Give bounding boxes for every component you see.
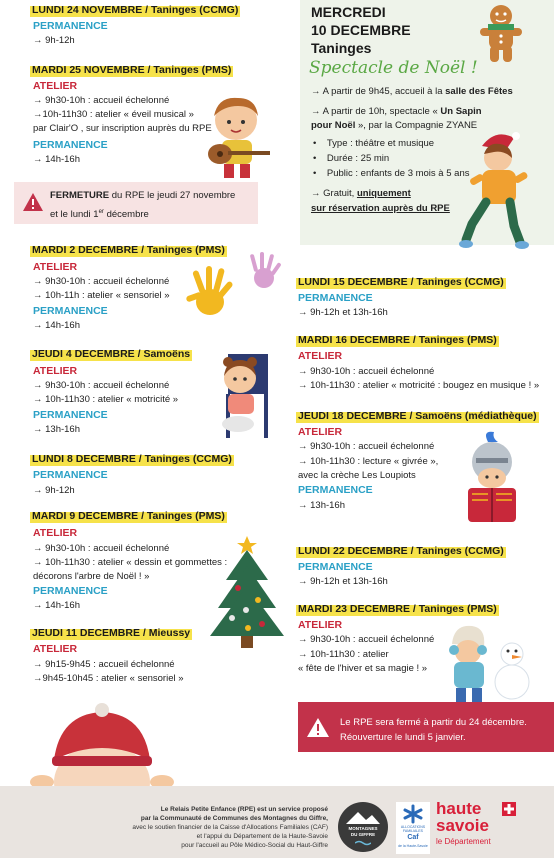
child-chair-illustration	[208, 348, 278, 440]
atelier-label: ATELIER	[33, 261, 78, 273]
event-date: JEUDI 18 DECEMBRE / Samoëns (médiathèque)	[298, 410, 537, 422]
caf-text-2: FAMILIALES	[402, 829, 424, 833]
schedule-line: → 9h-12h	[33, 485, 75, 496]
caf-text-1: ALLOCATIONS	[400, 825, 426, 829]
closed-notice-line1: Le RPE sera fermé à partir du 24 décembre.	[340, 717, 527, 728]
event-place: Taninges	[311, 40, 372, 56]
event-bullet-text: Durée : 25 min	[326, 153, 390, 164]
event-bullet: • Type : théâtre et musique	[313, 138, 435, 149]
atelier-label: ATELIER	[298, 350, 343, 362]
footer-line: Le Relais Petite Enfance (RPE) est un service proposé	[160, 806, 328, 813]
atelier-label: ATELIER	[33, 643, 78, 655]
event-line1-bold: salle des Fêtes	[445, 86, 513, 97]
schedule-line: par Clair'O , sur inscription auprès du RPE	[33, 123, 212, 134]
event-date: LUNDI 22 DECEMBRE / Taninges (CCMG)	[298, 545, 504, 557]
caf-snowflake-icon	[401, 804, 425, 824]
event-line	[311, 120, 477, 132]
schedule-line: → 9h-12h et 13h-16h	[298, 576, 388, 587]
ccmg-text-1: MONTAGNES	[348, 826, 378, 831]
caf-logo	[396, 802, 430, 854]
event-date: MARDI 16 DECEMBRE / Taninges (PMS)	[298, 334, 497, 346]
schedule-line: → 9h30-10h : accueil échelonné	[33, 95, 170, 106]
footer-line: avec le soutien financier de la Caisse d'Allocations Familiales (CAF)	[132, 824, 328, 831]
gingerbread-illustration	[478, 2, 524, 66]
event-bullet: • Durée : 25 min	[313, 153, 390, 164]
mountain-icon	[346, 810, 380, 824]
child-guitar-illustration	[198, 92, 274, 184]
schedule-line: → 14h-16h	[33, 600, 81, 611]
event-free-line2	[311, 203, 450, 215]
permanence-label: PERMANENCE	[33, 139, 108, 151]
haute-savoie-logo	[436, 800, 524, 858]
closure-bold: FERMETURE	[50, 190, 110, 201]
schedule-line: → 13h-16h	[33, 424, 81, 435]
wave-icon	[355, 840, 371, 846]
schedule-line: décorons l'arbre de Noël ! »	[33, 571, 150, 582]
event-line3-bold: pour Noël	[311, 120, 356, 131]
closure-line2-pre: et le lundi 1	[50, 209, 99, 221]
event-reservation-text: sur réservation auprès du RPE	[311, 203, 450, 214]
schedule-line: →9h45-10h45 : atelier « sensoriel »	[33, 673, 184, 684]
permanence-label: PERMANENCE	[33, 585, 108, 597]
event-title: Spectacle de Noël !	[309, 58, 478, 78]
event-date: LUNDI 15 DECEMBRE / Taninges (CCMG)	[298, 276, 504, 288]
hs-cross-icon	[502, 802, 516, 816]
schedule-line: → 10h-11h30 : lecture « givrée »,	[298, 456, 439, 467]
schedule-line: → 10h-11h30 : atelier « motricité »	[33, 394, 179, 405]
permanence-label: PERMANENCE	[298, 561, 373, 573]
ccmg-logo	[338, 802, 388, 852]
schedule-line: → 9h30-10h : accueil échelonné	[33, 380, 170, 391]
atelier-label: ATELIER	[298, 619, 343, 631]
schedule-line: → 9h-12h	[33, 35, 75, 46]
permanence-label: PERMANENCE	[33, 469, 108, 481]
peeking-child-illustration	[30, 700, 174, 788]
event-free-underline: uniquement	[356, 188, 411, 199]
event-date: 10 DECEMBRE	[311, 22, 411, 38]
caf-sub: de la Haute-Savoie	[398, 844, 428, 848]
warning-icon	[306, 717, 330, 738]
schedule-line: → 9h-12h et 13h-16h	[298, 307, 388, 318]
hs-text-1: haute	[436, 799, 482, 818]
hs-text-2: savoie	[436, 816, 489, 835]
closure-notice-line2	[50, 206, 149, 221]
schedule-line: → 9h30-10h : accueil échelonné	[33, 543, 170, 554]
event-bullet-text: Public : enfants de 3 mois à 5 ans	[326, 168, 470, 179]
schedule-line: → 14h-16h	[33, 154, 81, 165]
closure-rest: du RPE le jeudi 27 novembre	[109, 190, 236, 201]
atelier-label: ATELIER	[33, 365, 78, 377]
closure-notice-line1	[50, 190, 235, 202]
schedule-line: « fête de l'hiver et sa magie ! »	[298, 663, 428, 674]
hs-text-3: le Département	[436, 837, 491, 846]
event-date: MARDI 23 DECEMBRE / Taninges (PMS)	[298, 603, 497, 615]
schedule-line: → 10h-11h30 : atelier	[298, 649, 389, 660]
caf-name: Caf	[407, 834, 419, 841]
event-bullet: • Public : enfants de 3 mois à 5 ans	[313, 168, 470, 179]
closure-line2-sup: er	[98, 209, 104, 215]
atelier-label: ATELIER	[33, 80, 78, 92]
schedule-line: → 10h-11h30 : atelier « motricité : bougez en musique ! »	[298, 380, 540, 391]
footer-line: et l'appui du Département de la Haute-Savoie	[196, 833, 328, 840]
footer-line: pour l'accueil au Pôle Médico-Social du Haut-Giffre	[181, 842, 328, 849]
schedule-line: → 9h30-10h : accueil échelonné	[298, 366, 435, 377]
event-line3-post: », par la Compagnie ZYANE	[355, 120, 478, 131]
schedule-line: →10h-11h30 : atelier « éveil musical »	[33, 109, 194, 120]
footer-line: par la Communauté de Communes des Montagnes du Giffre,	[140, 815, 328, 822]
atelier-label: ATELIER	[33, 527, 78, 539]
event-line1-pre: → A partir de 9h45, accueil à la	[311, 86, 446, 97]
permanence-label: PERMANENCE	[298, 484, 373, 496]
schedule-line: → 9h30-10h : accueil échelonné	[298, 634, 435, 645]
event-line	[311, 86, 513, 98]
permanence-label: PERMANENCE	[298, 292, 373, 304]
child-snowman-illustration	[440, 620, 534, 706]
event-line	[311, 106, 482, 118]
atelier-label: ATELIER	[298, 426, 343, 438]
closure-line2-post: décembre	[103, 209, 149, 221]
schedule-line: → 13h-16h	[298, 500, 346, 511]
permanence-label: PERMANENCE	[33, 20, 108, 32]
handprints-illustration	[178, 250, 288, 330]
event-bullet-text: Type : théâtre et musique	[326, 138, 435, 149]
event-date: MARDI 2 DECEMBRE / Taninges (PMS)	[32, 244, 225, 256]
event-free-pre: → Gratuit,	[311, 188, 357, 199]
event-date: MARDI 25 NOVEMBRE / Taninges (PMS)	[32, 64, 232, 76]
event-date: LUNDI 24 NOVEMBRE / Taninges (CCMG)	[32, 4, 239, 16]
schedule-line: → 10h-11h : atelier « sensoriel »	[33, 290, 170, 301]
event-line2-bold: Un Sapin	[440, 106, 482, 117]
schedule-line: → 14h-16h	[33, 320, 81, 331]
permanence-label: PERMANENCE	[33, 409, 108, 421]
closed-notice-line2: Réouverture le lundi 5 janvier.	[340, 732, 466, 743]
event-date: LUNDI 8 DECEMBRE / Taninges (CCMG)	[32, 453, 232, 465]
schedule-line: avec la crèche Les Loupiots	[298, 470, 416, 481]
schedule-line: → 9h30-10h : accueil échelonné	[298, 441, 435, 452]
warning-icon	[22, 192, 44, 212]
schedule-line: → 9h30-10h : accueil échelonné	[33, 276, 170, 287]
ccmg-text-2: DU GIFFRE	[350, 832, 376, 837]
event-date: JEUDI 4 DECEMBRE / Samoëns	[32, 348, 191, 360]
child-reading-illustration	[458, 428, 528, 530]
schedule-line: → 10h-11h30 : atelier « dessin et gommettes :	[33, 557, 228, 568]
permanence-label: PERMANENCE	[33, 305, 108, 317]
event-line2-pre: → A partir de 10h, spectacle «	[311, 106, 441, 117]
event-date: JEUDI 11 DECEMBRE / Mieussy	[32, 627, 191, 639]
schedule-line: → 9h15-9h45 : accueil échelonné	[33, 659, 175, 670]
event-day: MERCREDI	[311, 4, 386, 20]
christmas-tree-illustration	[206, 532, 288, 650]
event-date: MARDI 9 DECEMBRE / Taninges (PMS)	[32, 510, 225, 522]
jumping-child-illustration	[458, 128, 532, 252]
event-free-line	[311, 188, 411, 200]
